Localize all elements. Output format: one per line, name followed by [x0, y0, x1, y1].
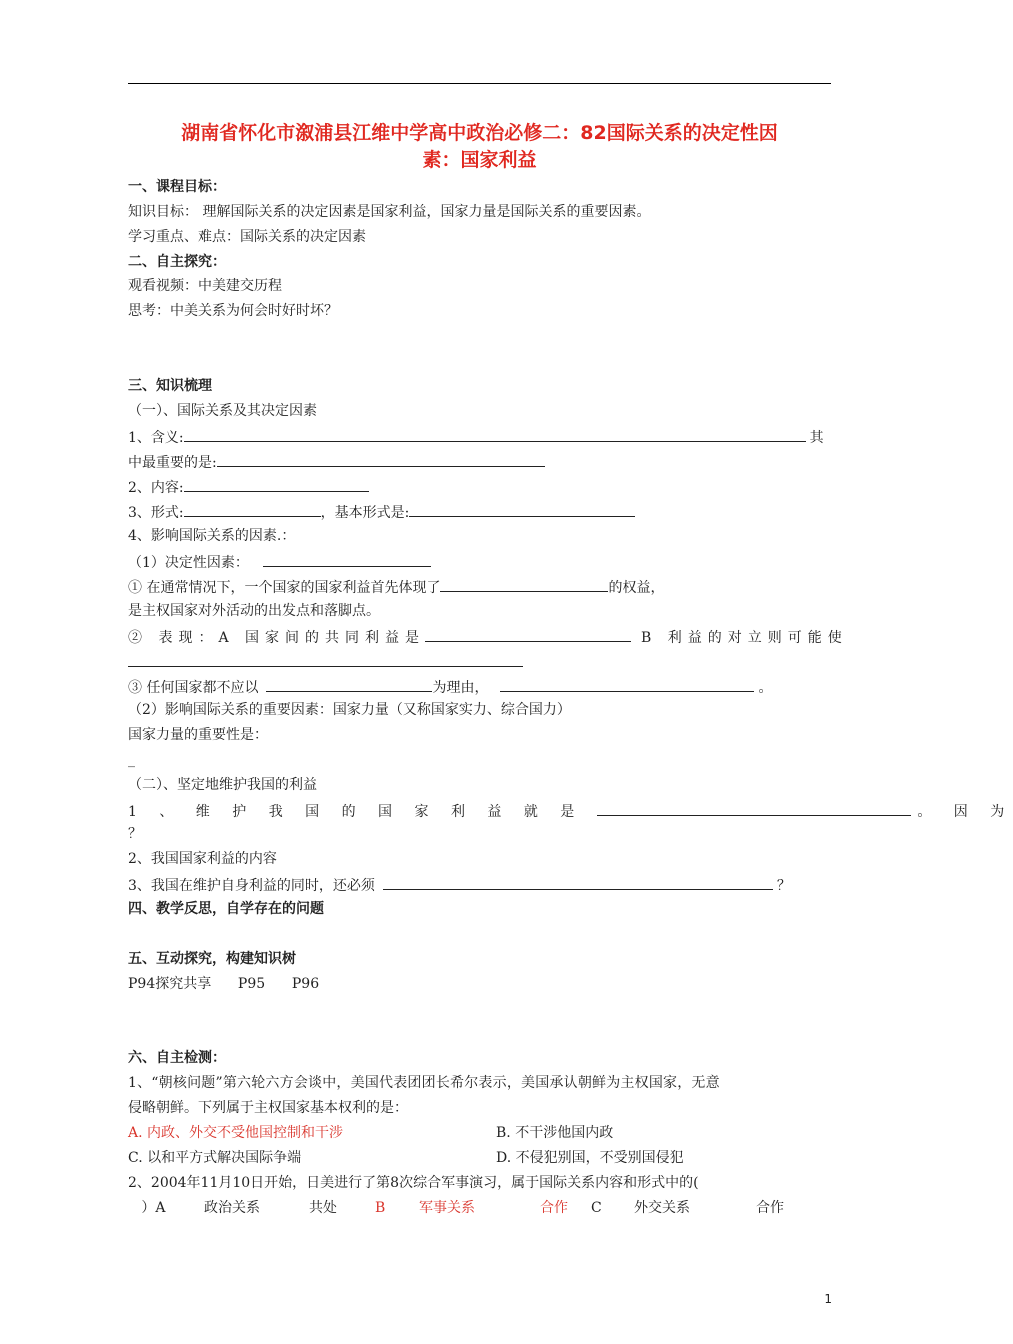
item1-label: 1、含义: — [128, 430, 184, 446]
section5-heading: 五、互动探究，构建知识树 — [128, 951, 296, 967]
knowledge-goal: 知识目标： 理解国际关系的决定因素是国家利益，国家力量是国际关系的重要因素。 — [128, 204, 651, 220]
circle3-blank-1[interactable] — [266, 676, 432, 692]
title-line-1: 湖南省怀化市溆浦县江维中学高中政治必修二：82国际关系的决定性因 — [181, 122, 778, 144]
factor2-label: （2）影响国际关系的重要因素：国家力量（又称国家实力、综合国力） — [128, 702, 571, 718]
factor1-blank[interactable] — [263, 551, 431, 567]
page-number: 1 — [824, 1292, 832, 1306]
section2-heading: 二、自主探究： — [128, 254, 226, 270]
item3-blank-1[interactable] — [184, 501, 321, 517]
factor1-line — [128, 551, 431, 573]
section5-pages: P94探究共享 P95 P96 — [128, 976, 320, 992]
item1b-line — [128, 451, 545, 473]
circle3-text: ③ 任何国家都不应以 — [128, 680, 259, 696]
q2-option-c1: 外交关系 — [634, 1200, 690, 1216]
q1-option-a: A. 内政、外交不受他国控制和干涉 — [128, 1125, 344, 1141]
maintain2-text: 2、我国国家利益的内容 — [128, 851, 277, 867]
maintain3-blank[interactable] — [383, 874, 773, 890]
q2-option-c-label: C — [591, 1200, 602, 1216]
maintain3-tail: ？ — [776, 878, 791, 894]
q2-option-b-label: B — [375, 1200, 386, 1216]
circle2-text: ② 表现：A 国家间的共同利益是 — [128, 630, 426, 646]
think-question: 思考：中美关系为何会时好时坏？ — [128, 303, 338, 319]
maintain1-line — [128, 800, 1013, 822]
q2-paren: ）A — [128, 1200, 166, 1216]
q2-option-a2: 共处 — [309, 1200, 337, 1216]
circle2b-blank[interactable] — [128, 651, 523, 667]
item2-line — [128, 476, 369, 498]
section6-heading: 六、自主检测： — [128, 1050, 226, 1066]
item1-line — [128, 426, 824, 448]
key-points: 学习重点、难点：国际关系的决定因素 — [128, 229, 366, 245]
q2-option-c2: 合作 — [756, 1200, 784, 1216]
maintain1b-text: ？ — [128, 826, 142, 842]
part2-heading: （二）、坚定地维护我国的利益 — [128, 777, 317, 793]
item1-blank[interactable] — [184, 426, 806, 442]
circle3-line — [128, 676, 772, 698]
q2-option-a1: 政治关系 — [204, 1200, 260, 1216]
q1-option-b: B. 不干涉他国内政 — [496, 1125, 614, 1141]
q1-option-d: D. 不侵犯别国，不受别国侵犯 — [496, 1150, 684, 1166]
factor1-label: （1）决定性因素： — [128, 555, 249, 571]
dash-mark: _ — [128, 752, 135, 768]
section1-heading: 一、课程目标： — [128, 179, 226, 195]
circle2b-line — [128, 651, 523, 673]
item1-tail: 其 — [809, 430, 824, 446]
watch-video: 观看视频：中美建交历程 — [128, 278, 282, 294]
circle2-blank[interactable] — [425, 626, 631, 642]
q2-option-b1: 军事关系 — [419, 1200, 475, 1216]
circle3-blank-2[interactable] — [500, 676, 754, 692]
title-line-2: 素：国家利益 — [422, 149, 537, 171]
circle2-mid: B 利益的对立则可能使 — [641, 630, 848, 646]
factor2b-label: 国家力量的重要性是： — [128, 727, 268, 743]
maintain3-text: 3、我国在维护自身利益的同时，还必须 — [128, 878, 375, 894]
header-rule — [128, 83, 831, 84]
item2-blank[interactable] — [184, 476, 369, 492]
item3-line — [128, 501, 635, 523]
circle2-line — [128, 626, 848, 648]
item3-label: 3、形式: — [128, 505, 184, 521]
maintain1-text: 1 、 维 护 我 国 的 国 家 利 益 就 是 — [128, 804, 584, 820]
part1-heading: （一）、国际关系及其决定因素 — [128, 403, 317, 419]
q1-line2: 侵略朝鲜。下列属于主权国家基本权利的是： — [128, 1100, 408, 1116]
item4-label: 4、影响国际关系的因素.： — [128, 528, 296, 544]
item1b-label: 中最重要的是: — [128, 455, 217, 471]
section4-heading: 四、教学反思，自学存在的问题 — [128, 901, 324, 917]
q2-option-b2: 合作 — [540, 1200, 568, 1216]
q2-line1: 2、2004年11月10日开始，日美进行了第8次综合军事演习，属于国际关系内容和形式中的( — [128, 1175, 699, 1191]
circle3-end: 。 — [758, 680, 773, 696]
item3-mid: ，基本形式是: — [320, 505, 410, 521]
circle1-blank[interactable] — [440, 576, 608, 592]
maintain1-tail: 。 因 为 — [917, 804, 1013, 820]
circle1-text: ① 在通常情况下，一个国家的国家利益首先体现了 — [128, 580, 441, 596]
circle1-line — [128, 576, 664, 598]
item2-label: 2、内容: — [128, 480, 184, 496]
circle1b-text: 是主权国家对外活动的出发点和落脚点。 — [128, 603, 380, 619]
q1-line1: 1、“朝核问题”第六轮六方会谈中，美国代表团团长希尔表示，美国承认朝鲜为主权国家，无意 — [128, 1075, 720, 1091]
document-title — [128, 120, 831, 174]
q1-option-c: C. 以和平方式解决国际争端 — [128, 1150, 302, 1166]
item1b-blank[interactable] — [217, 451, 545, 467]
item3-blank-2[interactable] — [409, 501, 635, 517]
circle1-tail: 的权益， — [608, 580, 665, 596]
maintain1-blank[interactable] — [597, 800, 911, 816]
section3-heading: 三、知识梳理 — [128, 378, 212, 394]
maintain3-line — [128, 874, 791, 896]
circle3-mid: 为理由， — [432, 680, 489, 696]
